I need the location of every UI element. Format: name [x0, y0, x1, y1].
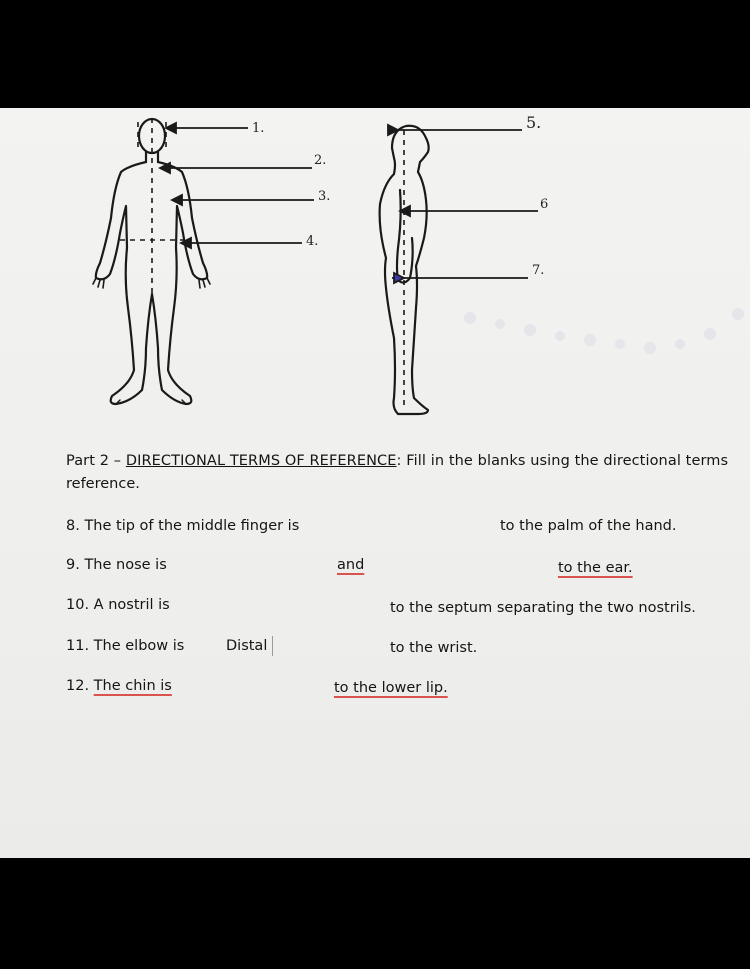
question-12-text: The chin is	[93, 678, 172, 694]
question-8-end: to the palm of the hand.	[500, 518, 677, 534]
question-12-number: 12.	[66, 678, 90, 694]
question-8-text: The tip of the middle finger is	[84, 518, 300, 534]
worksheet-page	[0, 108, 750, 858]
top-black-band	[0, 0, 750, 108]
label-5: 5.	[526, 113, 542, 132]
part-title: DIRECTIONAL TERMS OF REFERENCE	[125, 453, 397, 469]
question-12-end-text: to the lower lip.	[334, 680, 448, 696]
question-11-text: The elbow is	[93, 638, 185, 654]
question-11	[66, 638, 184, 654]
bottom-black-band	[0, 858, 750, 969]
label-7: 7.	[532, 263, 545, 278]
question-11-end: to the wrist.	[390, 640, 478, 656]
part-instruction: : Fill in the blanks using the directional terms	[396, 453, 729, 469]
label-2: 2.	[314, 153, 327, 168]
question-8	[66, 518, 299, 534]
question-9-text: The nose is	[84, 557, 167, 573]
label-3: 3.	[318, 189, 331, 204]
question-10	[66, 597, 170, 613]
question-10-text: A nostril is	[93, 597, 170, 613]
question-10-number: 10.	[66, 597, 90, 613]
question-11-answer-field[interactable]: Distal	[226, 638, 268, 654]
question-8-number: 8.	[66, 518, 80, 534]
question-12-end	[334, 680, 448, 696]
question-9-end	[558, 560, 633, 576]
text-cursor	[272, 636, 273, 656]
question-10-end: to the septum separating the two nostrils.	[390, 600, 696, 616]
label-1: 1.	[252, 121, 265, 136]
question-9-number: 9.	[66, 557, 80, 573]
part-instruction-cont: reference.	[66, 476, 140, 492]
part-heading	[66, 453, 728, 469]
question-12	[66, 678, 172, 694]
label-6: 6	[540, 197, 549, 212]
question-9	[66, 557, 167, 573]
question-9-middle: and	[337, 557, 365, 573]
question-9-end-text: to the ear.	[558, 560, 633, 576]
anatomical-diagram	[0, 108, 750, 438]
question-11-number: 11.	[66, 638, 90, 654]
side-leader-lines	[388, 125, 538, 283]
label-4: 4.	[306, 234, 319, 249]
part-prefix: Part 2 –	[66, 453, 126, 469]
faint-dot-pattern	[464, 308, 744, 354]
